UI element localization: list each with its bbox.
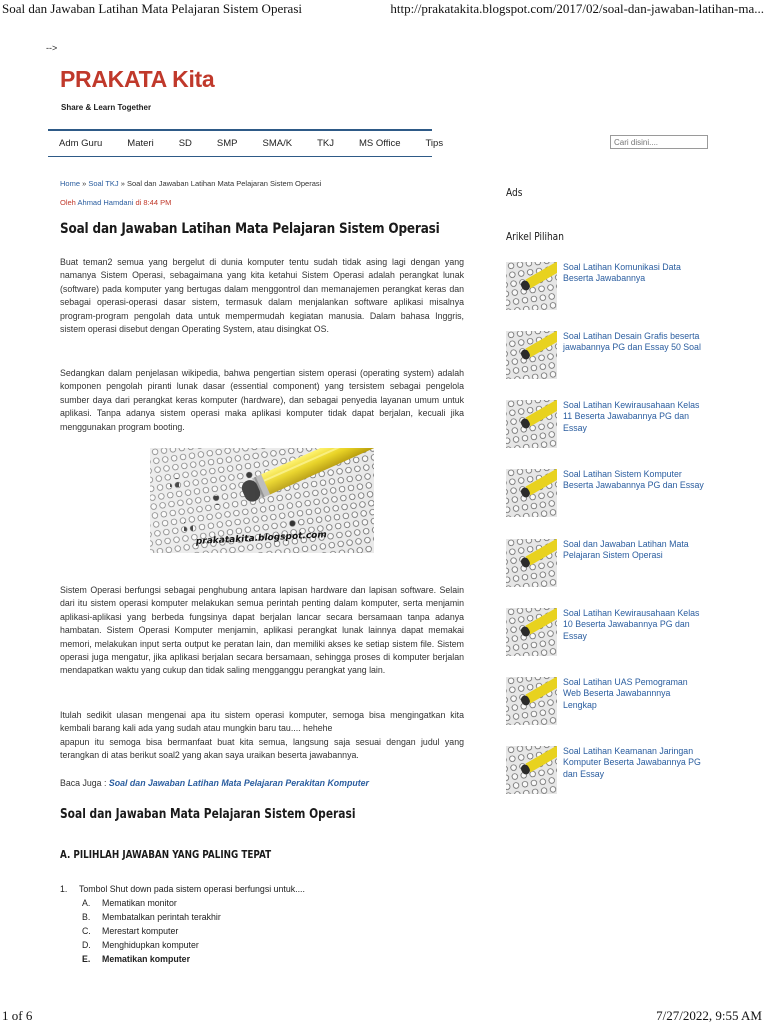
sidebar-ads-heading: Ads: [506, 186, 523, 199]
sidebar-article[interactable]: [506, 677, 706, 729]
subsection-title: A. PILIHLAH JAWABAN YANG PALING TEPAT: [60, 849, 272, 861]
search-input[interactable]: [610, 135, 708, 149]
print-page-url: http://prakatakita.blogspot.com/2017/02/soal-dan-jawaban-latihan-ma...: [390, 1, 764, 16]
answer-option-correct: [82, 954, 190, 964]
sidebar-article-link[interactable]: Soal Latihan Kewirausahaan Kelas 10 Beserta Jawabannya PG dan Essay: [563, 608, 700, 641]
print-datetime: 7/27/2022, 9:55 AM: [656, 1008, 762, 1023]
sidebar-article[interactable]: [506, 400, 706, 452]
sidebar-article-link[interactable]: Soal Latihan Komunikasi Data Beserta Jawabannya: [563, 262, 681, 284]
breadcrumb-home-link[interactable]: Home: [60, 179, 81, 188]
answer-option: [82, 912, 221, 922]
print-footer: [0, 1008, 768, 1024]
sidebar-article[interactable]: [506, 262, 706, 314]
option-text: Membatalkan perintah terakhir: [102, 912, 221, 922]
comment-artifact: -->: [46, 43, 58, 53]
print-header: [0, 0, 768, 18]
option-letter: B.: [82, 912, 91, 922]
post-paragraph: Buat teman2 semua yang bergelut di dunia komputer tentu sudah tidak asing lagi dengan yang namanya Sistem Operasi, sebagaimana yang kita ketahui Sistem Operasi adalah perangkat lunak (software) pada komputer yang bertugas dalam menggontrol dan memanajemen perangkat keras dan sebagai operasi-operasi dasar sistem, termasuk dalam menjalankan software aplikasi misalnya program-program pengolah data untuk mempermudah kegiatan manusia. Dalam bahasa Inggris, sistem operasi disebut dengan Operating System, atau disingkat OS.: [60, 257, 464, 335]
answer-option: [82, 940, 199, 950]
author-link[interactable]: Ahmad Hamdani: [77, 198, 134, 207]
option-letter: D.: [82, 940, 91, 950]
related-article-link[interactable]: Soal dan Jawaban Latihan Mata Pelajaran Perakitan Komputer: [108, 778, 369, 788]
sidebar-article[interactable]: [506, 608, 706, 660]
nav-item-smak[interactable]: SMA/K: [262, 138, 293, 149]
print-page-title: Soal dan Jawaban Latihan Mata Pelajaran Sistem Operasi: [2, 1, 302, 16]
answer-sheet-pencil-illustration: [150, 448, 374, 553]
sidebar-article[interactable]: [506, 331, 706, 383]
breadcrumb: [60, 179, 321, 188]
option-text: Mematikan komputer: [102, 954, 190, 964]
article-thumbnail[interactable]: [506, 262, 557, 310]
section-title: Soal dan Jawaban Mata Pelajaran Sistem Operasi: [60, 807, 356, 822]
nav-item-adm-guru[interactable]: Adm Guru: [59, 138, 103, 149]
question-number: 1.: [60, 884, 68, 894]
nav-item-materi[interactable]: Materi: [127, 138, 154, 149]
post-title: Soal dan Jawaban Latihan Mata Pelajaran Sistem Operasi: [60, 221, 440, 237]
sidebar-article-link[interactable]: Soal Latihan Desain Grafis beserta jawabannya PG dan Essay 50 Soal: [563, 331, 701, 353]
site-title[interactable]: PRAKATA Kita: [60, 66, 215, 92]
related-label: Baca Juga :: [60, 778, 109, 788]
breadcrumb-current: Soal dan Jawaban Latihan Mata Pelajaran Sistem Operasi: [127, 179, 322, 188]
article-thumbnail[interactable]: [506, 608, 557, 656]
byline-prefix: Oleh: [60, 198, 78, 207]
question-text: Tombol Shut down pada sistem operasi berfungsi untuk....: [79, 884, 305, 894]
post-byline: [60, 198, 171, 207]
main-nav: [48, 129, 444, 157]
post-hero-image: [150, 448, 374, 553]
sidebar-article-link[interactable]: Soal Latihan UAS Pemograman Web Beserta Jawabannnya Lengkap: [563, 677, 688, 710]
article-thumbnail[interactable]: [506, 746, 557, 794]
option-letter: E.: [82, 954, 91, 964]
option-letter: C.: [82, 926, 91, 936]
option-text: Menghidupkan komputer: [102, 940, 199, 950]
article-thumbnail[interactable]: [506, 469, 557, 517]
option-text: Mematikan monitor: [102, 898, 177, 908]
nav-item-tips[interactable]: Tips: [425, 138, 444, 149]
post-paragraph-line: Itulah sedikit ulasan mengenai apa itu sistem operasi komputer, semoga bisa mengingatkan kita kembali barang kali ada yang sudah atau mungkin baru tau.... hehehe: [60, 710, 464, 734]
article-thumbnail[interactable]: [506, 539, 557, 587]
post-paragraph-line: apapun itu semoga bisa bermanfaat buat kita semua, langsung saja sesuai dengan judul yang terangkan di atas berikut soal2 yang akan saya uraikan beserta jawabannya.: [60, 736, 464, 761]
sidebar-article-link[interactable]: Soal Latihan Sistem Komputer Beserta Jawabannya PG dan Essay: [563, 469, 704, 491]
option-letter: A.: [82, 898, 91, 908]
article-thumbnail[interactable]: [506, 331, 557, 379]
answer-option: [82, 926, 178, 936]
sidebar-article[interactable]: [506, 539, 706, 591]
breadcrumb-separator: »: [80, 179, 89, 188]
nav-item-ms-office[interactable]: MS Office: [358, 138, 401, 149]
sidebar-article-link[interactable]: Soal Latihan Kewirausahaan Kelas 11 Beserta Jawabannya PG dan Essay: [563, 400, 700, 433]
nav-item-sd[interactable]: SD: [178, 138, 192, 149]
related-link-line: [60, 778, 369, 788]
option-text: Merestart komputer: [102, 926, 179, 936]
breadcrumb-category-link[interactable]: Soal TKJ: [88, 179, 119, 188]
article-thumbnail[interactable]: [506, 400, 557, 448]
sidebar-heading: Arikel Pilihan: [506, 230, 564, 243]
sidebar-article[interactable]: [506, 469, 706, 521]
breadcrumb-separator: »: [118, 179, 127, 188]
image-watermark: prakatakita.blogspot.com: [195, 530, 327, 547]
post-paragraph: Sistem Operasi berfungsi sebagai penghubung antara lapisan hardware dan lapisan software. Selain dari itu sistem operasi komputer melakukan semua perintah penting dalam komputer, serta menjamin aplikasi-aplikasi yang berbeda fungsinya dapat berjalan lancar secara bersamaan tanpa adanya hambatan. Sistem Operasi Komputer menjamin, aplikasi perangkat lunak lainnya dapat memakai memori, melakukan input serta output ke peratan lain, dan memiliki akses ke setiap sistem file. Sistem operasi juga mengatur, jika aplikasi berjalan secara bersamaan, sehingga proses di komputer berjalan mendapatkan waktu yang cukup dan tidak saling mengganggu perangkat yang lain.: [60, 585, 464, 676]
print-page-number: 1 of 6: [2, 1008, 33, 1023]
post-paragraph: Sedangkan dalam penjelasan wikipedia, bahwa pengertian sistem operasi (operating system) adalah komponen pengolah piranti lunak dasar (essential component) yang tersistem sebagai pengelola sumber daya dari perangkat keras komputer (hardware), dan sebagai penyedia layanan umum untuk aplikasi. Tanpa adanya sistem operasi maka aplikasi komputer tidak dapat berjalan, kecuali jika menggunakan program booting.: [60, 368, 464, 432]
post-paragraph: [60, 709, 464, 763]
article-thumbnail[interactable]: [506, 677, 557, 725]
sidebar-article[interactable]: [506, 746, 706, 798]
answer-option: [82, 898, 177, 908]
sidebar-article-link[interactable]: Soal dan Jawaban Latihan Mata Pelajaran Sistem Operasi: [563, 539, 689, 561]
nav-item-smp[interactable]: SMP: [216, 138, 238, 149]
site-tagline: Share & Learn Together: [61, 103, 152, 112]
nav-item-tkj[interactable]: TKJ: [317, 138, 334, 149]
post-time: di 8:44 PM: [133, 198, 172, 207]
sidebar-article-link[interactable]: Soal Latihan Keamanan Jaringan Komputer Beserta Jawabannya PG dan Essay: [563, 746, 701, 779]
